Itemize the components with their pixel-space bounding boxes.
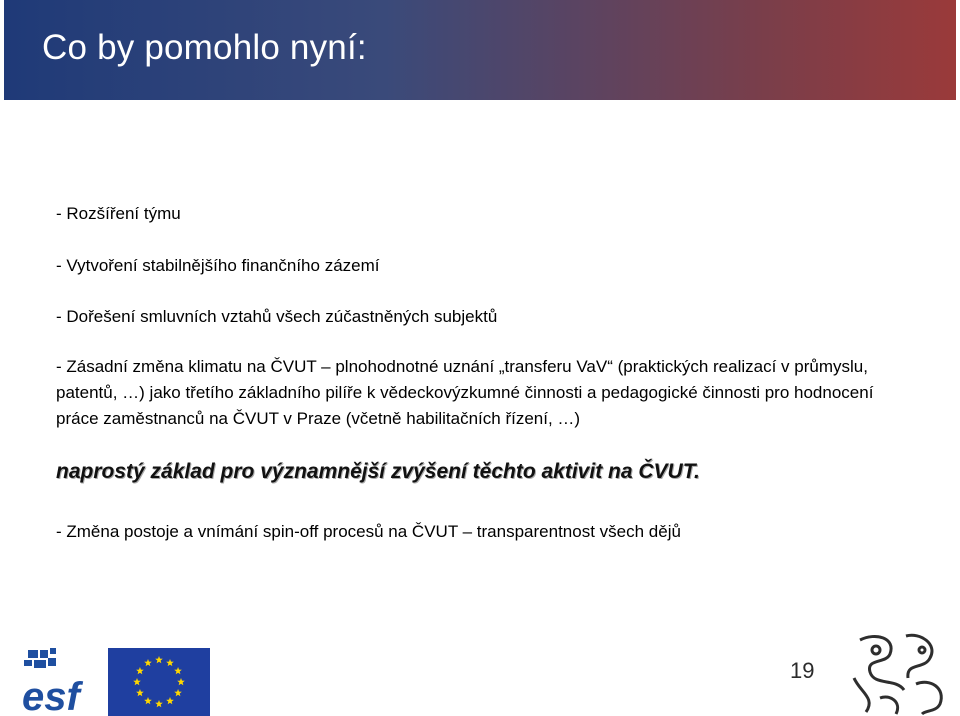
paragraph-climate: - Zásadní změna klimatu na ČVUT – plnohodnotné uznání „transferu VaV“ (praktických realizací v průmyslu, patentů, …) jako třetího základního pilíře k vědeckovýzkumné činnosti a pedagogické činnosti pro hodnocení práce zaměstnanců na ČVUT v Praze (včetně habilitačních řízení, …) xyxy=(56,357,874,428)
esf-logo-icon xyxy=(22,646,102,716)
esf-logo-text: esf xyxy=(22,675,80,716)
slide-footer xyxy=(0,636,960,716)
bullet-team: - Rozšíření týmu xyxy=(56,204,181,223)
title-bar xyxy=(4,0,956,100)
eu-flag-icon xyxy=(108,648,210,716)
emphasis-line: naprostý základ pro významnější zvýšení těchto aktivit na ČVUT. xyxy=(56,460,700,483)
slide-title: Co by pomohlo nyní: xyxy=(42,28,367,67)
bullet-contracts: - Dořešení smluvních vztahů všech zúčastněných subjektů xyxy=(56,307,498,326)
bullet-finance: - Vytvoření stabilnějšího finančního zázemí xyxy=(56,256,380,275)
bullet-spinoff: - Změna postoje a vnímání spin-off procesů na ČVUT – transparentnost všech dějů xyxy=(56,522,681,541)
cvut-lion-logo-icon xyxy=(846,628,954,716)
page-number: 19 xyxy=(790,658,815,683)
